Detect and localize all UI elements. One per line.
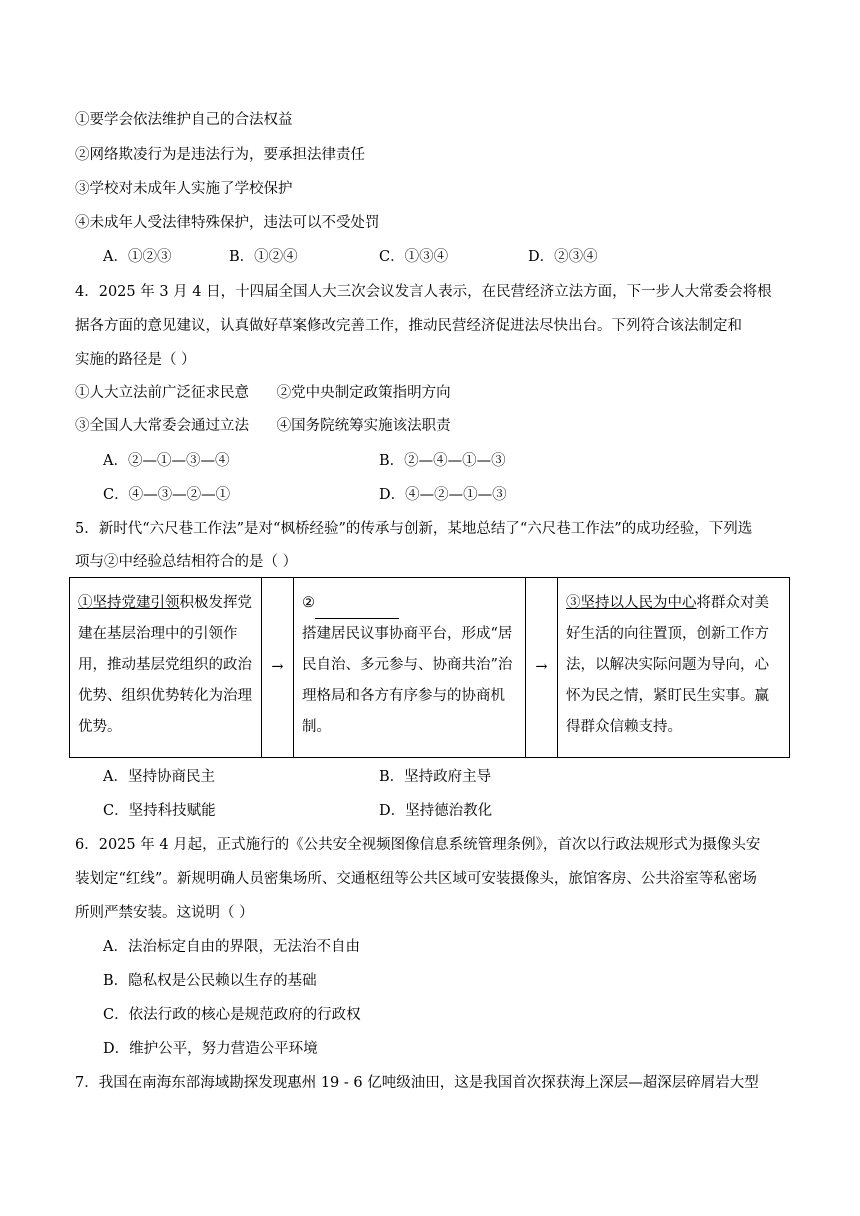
q5-option-c: C．坚持科技赋能 (103, 803, 216, 819)
q4-stem-line-3: 实施的路径是（ ） (75, 352, 196, 368)
q5-box-3-text: 将群众对美好生活的向往置顶，创新工作方法，以解决实际问题为导向，心怀为民之情，紧盯民生实事。赢得群众信赖支持。 (566, 595, 769, 735)
q3-option-d: D．②③④ (528, 249, 598, 265)
q5-answer-blank (315, 600, 399, 619)
q5-box-1-text: 积极发挥党建在基层治理中的引领作用，推动基层党组织的政治优势、组织优势转化为治理优势。 (78, 595, 252, 735)
q5-box-2 (294, 578, 526, 757)
q3-item-1: ①要学会依法维护自己的合法权益 (75, 112, 293, 128)
q5-box-3 (558, 578, 789, 757)
q6-stem-line-3: 所则严禁安装。这说明（ ） (75, 905, 254, 921)
q6-stem-line-1: 6．2025 年 4 月起，正式施行的《公共安全视频图像信息系统管理条例》，首次以行政法规形式为摄像头安 (75, 837, 761, 853)
q5-stem-line-2: 项与②中经验总结相符合的是（ ） (75, 554, 298, 570)
arrow-right-icon: → (535, 659, 548, 675)
q6-option-a: A．法治标定自由的界限，无法治不自由 (103, 939, 360, 955)
q4-option-b: B．②—④—①—③ (379, 453, 506, 469)
q5-option-d: D．坚持德治教化 (379, 803, 493, 819)
q5-flow-diagram (69, 577, 790, 758)
q3-option-b: B．①②④ (229, 249, 298, 265)
q4-items-line-1: ①人大立法前广泛征求民意 ②党中央制定政策指明方向 (75, 385, 451, 401)
q5-box-3-title: ③坚持以人民为中心 (566, 595, 697, 611)
q5-arrow-1 (262, 578, 294, 757)
q6-option-c: C．依法行政的核心是规范政府的行政权 (103, 1007, 361, 1023)
q5-option-b: B．坚持政府主导 (379, 769, 492, 785)
q6-option-b: B．隐私权是公民赖以生存的基础 (103, 973, 317, 989)
q4-option-a: A．②—①—③—④ (103, 453, 230, 469)
q3-option-c: C．①③④ (379, 249, 449, 265)
q6-option-d: D．维护公平，努力营造公平环境 (103, 1041, 318, 1057)
q5-box-2-text: 搭建居民议事协商平台，形成“居民自治、多元参与、协商共治”治理格局和各方有序参与的协商机制。 (302, 626, 513, 735)
q5-box-2-title: ② (302, 595, 315, 611)
q4-option-d: D．④—②—①—③ (379, 487, 507, 503)
q4-stem-line-1: 4．2025 年 3 月 4 日，十四届全国人大三次会议发言人表示，在民营经济立法方面，下一步人大常委会将根 (75, 284, 772, 300)
q3-item-3: ③学校对未成年人实施了学校保护 (75, 181, 293, 197)
q5-option-a: A．坚持协商民主 (103, 769, 215, 785)
q3-item-2: ②网络欺凌行为是违法行为，要承担法律责任 (75, 147, 365, 163)
q4-option-c: C．④—③—②—① (103, 487, 231, 503)
q5-box-1-title: ①坚持党建引领 (78, 595, 180, 611)
q5-stem-line-1: 5．新时代“六尺巷工作法”是对“枫桥经验”的传承与创新，某地总结了“六尺巷工作法”的成功经验，下列选 (75, 521, 753, 537)
q3-item-4: ④未成年人受法律特殊保护，违法可以不受处罚 (75, 215, 380, 231)
arrow-right-icon: → (271, 659, 284, 675)
q4-items-line-2: ③全国人大常委会通过立法 ④国务院统筹实施该法职责 (75, 418, 451, 434)
q3-option-a: A．①②③ (103, 249, 172, 265)
q7-stem-line-1: 7．我国在南海东部海域勘探发现惠州 19 - 6 亿吨级油田，这是我国首次探获海上深层—超深层碎屑岩大型 (75, 1075, 759, 1091)
q5-arrow-2 (526, 578, 558, 757)
q6-stem-line-2: 装划定“红线”。新规明确人员密集场所、交通枢纽等公共区域可安装摄像头，旅馆客房、公共浴室等私密场 (75, 871, 757, 887)
q5-box-1 (70, 578, 262, 757)
q4-stem-line-2: 据各方面的意见建议，认真做好草案修改完善工作，推动民营经济促进法尽快出台。下列符合该法制定和 (75, 318, 742, 334)
